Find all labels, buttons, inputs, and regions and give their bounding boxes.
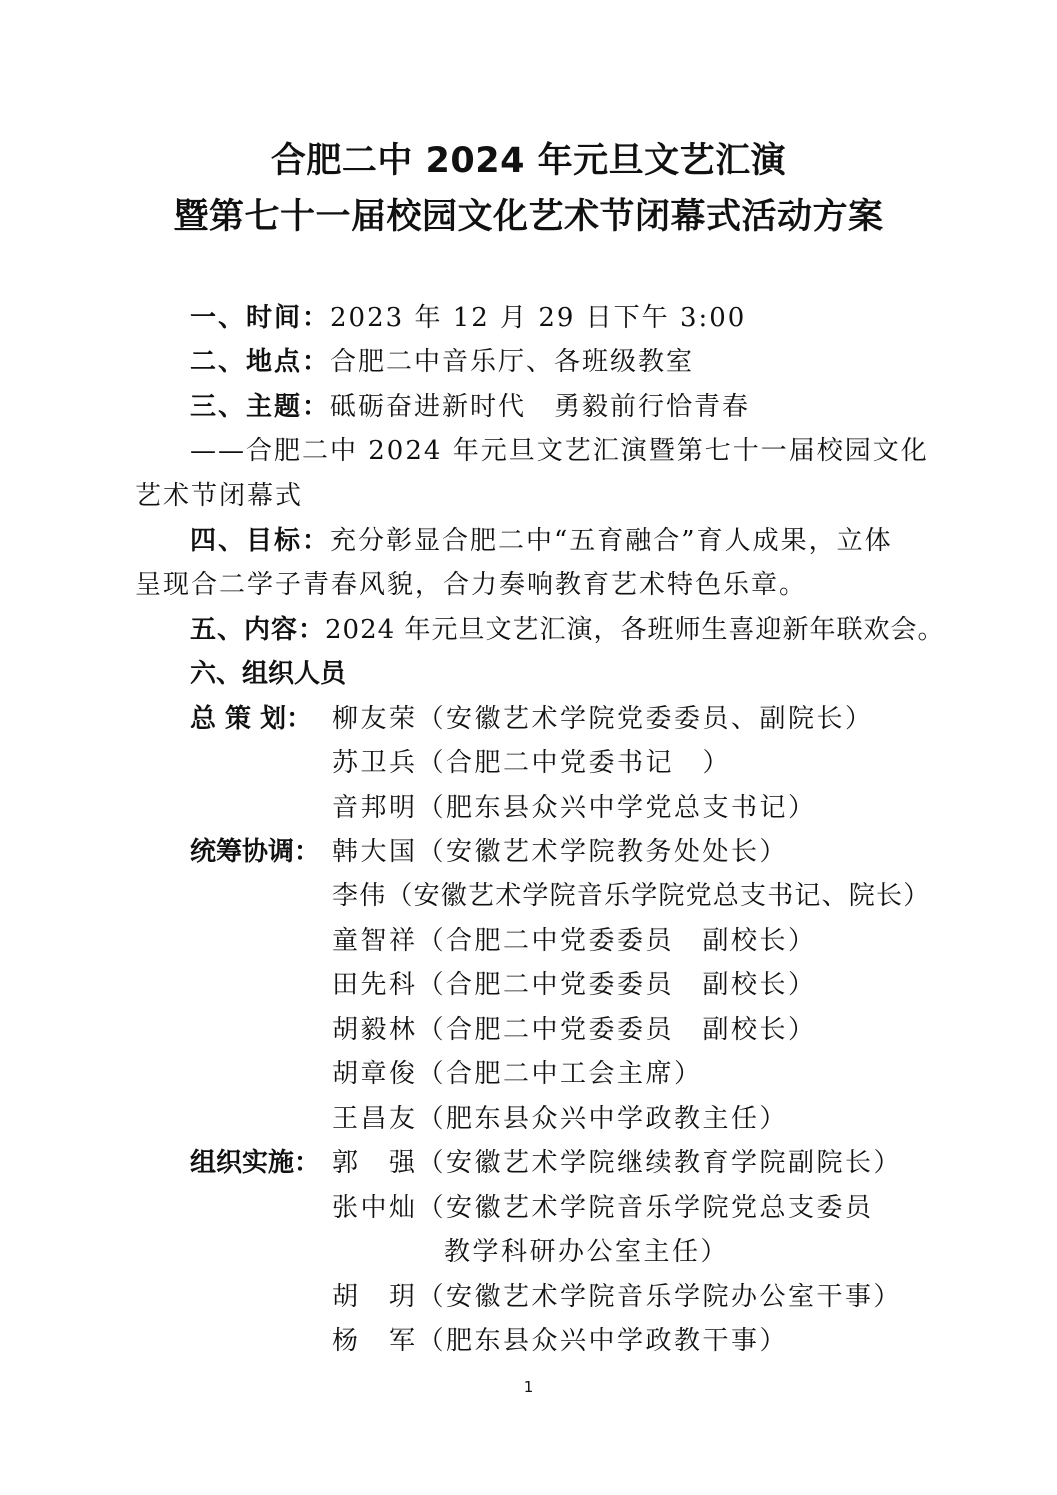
page-number: 1 — [523, 1378, 534, 1396]
section-theme-value: 砥砺奋进新时代 勇毅前行恰青春 — [330, 392, 751, 422]
group-planning-member: 柳友荣（安徽艺术学院党委委员、副院长） — [332, 704, 874, 734]
section-goal-line-1: 充分彰显合肥二中“五育融合”育人成果，立体 — [330, 526, 893, 556]
section-theme-subtitle-line-1: ——合肥二中 2024 年元旦文艺汇演暨第七十一届校园文化 — [190, 436, 929, 466]
group-implementation-member: 郭 强（安徽艺术学院继续教育学院副院长） — [332, 1148, 903, 1178]
group-coordination-member: 童智祥（合肥二中党委委员 副校长） — [332, 926, 817, 956]
section-staff-heading: 六、组织人员 — [190, 659, 347, 689]
group-implementation-label: 组织实施： — [190, 1148, 321, 1178]
group-coordination-member: 田先科（合肥二中党委委员 副校长） — [332, 970, 817, 1000]
group-planning-label: 总 策 划： — [190, 704, 313, 734]
section-content-label: 五、内容： — [190, 615, 326, 645]
section-goal-label: 四、目标： — [190, 526, 331, 556]
group-coordination-label: 统筹协调： — [190, 837, 321, 867]
section-theme — [190, 391, 750, 423]
section-place-value: 合肥二中音乐厅、各班级教室 — [330, 347, 695, 377]
group-implementation-member: 张中灿（安徽艺术学院音乐学院党总支委员 — [332, 1193, 874, 1223]
section-theme-subtitle-line-2: 艺术节闭幕式 — [135, 481, 304, 511]
section-content — [190, 614, 944, 646]
document-title-line-2: 暨第七十一届校园文化艺术节闭幕式活动方案 — [173, 197, 884, 237]
group-implementation-member: 胡 玥（安徽艺术学院音乐学院办公室干事） — [332, 1282, 903, 1312]
section-time-value: 2023 年 12 月 29 日下午 3:00 — [330, 303, 747, 333]
section-goal-line-2: 呈现合二学子青春风貌，合力奏响教育艺术特色乐章。 — [135, 570, 808, 600]
section-place — [190, 346, 694, 378]
section-time — [190, 302, 746, 334]
group-planning-member: 音邦明（肥东县众兴中学党总支书记） — [332, 793, 817, 823]
group-coordination-member: 王昌友（肥东县众兴中学政教主任） — [332, 1104, 789, 1134]
group-implementation-member: 杨 军（肥东县众兴中学政教干事） — [332, 1326, 789, 1356]
group-coordination-member: 李伟（安徽艺术学院音乐学院党总支书记、院长） — [332, 881, 931, 911]
group-planning-member: 苏卫兵（合肥二中党委书记 ） — [332, 748, 732, 778]
section-content-value: 2024 年元旦文艺汇演，各班师生喜迎新年联欢会。 — [325, 615, 945, 645]
section-theme-label: 三、主题： — [190, 392, 331, 422]
group-coordination-member: 胡毅林（合肥二中党委委员 副校长） — [332, 1015, 817, 1045]
document-title-line-1: 合肥二中 2024 年元旦文艺汇演 — [270, 141, 787, 181]
section-place-label: 二、地点： — [190, 347, 331, 377]
section-goal — [190, 525, 893, 557]
group-coordination-member: 韩大国（安徽艺术学院教务处处长） — [332, 837, 789, 867]
section-time-label: 一、时间： — [190, 303, 331, 333]
group-coordination-member: 胡章俊（合肥二中工会主席） — [332, 1059, 703, 1089]
group-implementation-member-continued: 教学科研办公室主任） — [444, 1237, 730, 1267]
